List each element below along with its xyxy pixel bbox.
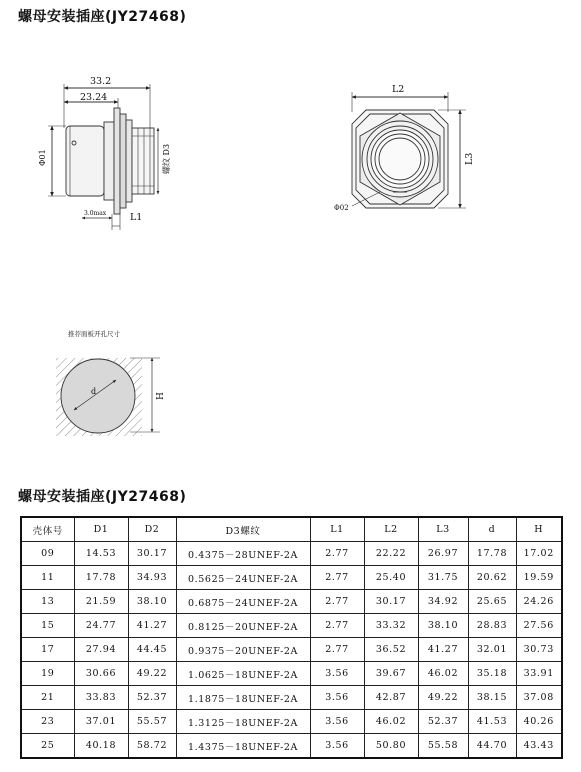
table-cell: 1.0625－18UNEF-2A [176, 662, 310, 686]
table-cell: 3.56 [310, 710, 364, 734]
table-cell: 2.77 [310, 638, 364, 662]
table-cell: 34.93 [128, 566, 176, 590]
panel-cutout-caption: 推荐面板开孔尺寸 [68, 330, 120, 338]
table-row [21, 662, 562, 686]
table-row [21, 734, 562, 759]
table-cell: 42.87 [364, 686, 418, 710]
table-cell: 49.22 [128, 662, 176, 686]
table-row [21, 542, 562, 566]
label-3-0max: 3.0max [84, 210, 107, 217]
table-cell: 17.78 [74, 566, 128, 590]
table-cell: 2.77 [310, 542, 364, 566]
table-cell: 27.94 [74, 638, 128, 662]
table-cell: 21.59 [74, 590, 128, 614]
table-title: 螺母安装插座(JY27468) [18, 489, 187, 505]
table-cell: 41.53 [468, 710, 516, 734]
header-cell: D2 [128, 517, 176, 542]
table-header-row [21, 517, 562, 542]
table-cell: 2.77 [310, 590, 364, 614]
table-body [21, 542, 562, 759]
dim-23-24: 23.24 [80, 92, 108, 103]
table-cell: 34.92 [418, 590, 468, 614]
table-cell: 32.01 [468, 638, 516, 662]
label-h: H [156, 392, 166, 400]
table-row [21, 710, 562, 734]
label-l1: L1 [130, 212, 143, 223]
table-cell: 25 [21, 734, 74, 759]
table-cell: 24.77 [74, 614, 128, 638]
header-cell: H [516, 517, 562, 542]
label-l3: L3 [464, 152, 475, 165]
table-cell: 49.22 [418, 686, 468, 710]
header-cell: L2 [364, 517, 418, 542]
table-cell: 38.10 [128, 590, 176, 614]
table-cell: 50.80 [364, 734, 418, 759]
table-cell: 19.59 [516, 566, 562, 590]
table-cell: 17.02 [516, 542, 562, 566]
table-row [21, 590, 562, 614]
table-cell: 13 [21, 590, 74, 614]
table-cell: 55.57 [128, 710, 176, 734]
table-cell: 09 [21, 542, 74, 566]
table-cell: 40.18 [74, 734, 128, 759]
table-cell: 27.56 [516, 614, 562, 638]
dim-33-2: 33.2 [90, 76, 112, 87]
table-cell: 40.26 [516, 710, 562, 734]
label-d: d [91, 387, 97, 396]
table-cell: 30.73 [516, 638, 562, 662]
table-cell: 1.4375－18UNEF-2A [176, 734, 310, 759]
header-cell: 壳体号 [21, 517, 74, 542]
table-cell: 3.56 [310, 662, 364, 686]
table-cell: 23 [21, 710, 74, 734]
table-cell: 33.83 [74, 686, 128, 710]
table-cell: 39.67 [364, 662, 418, 686]
table-cell: 14.53 [74, 542, 128, 566]
table-row [21, 566, 562, 590]
table-cell: 24.26 [516, 590, 562, 614]
table-cell: 11 [21, 566, 74, 590]
table-cell: 0.8125－20UNEF-2A [176, 614, 310, 638]
table-cell: 30.17 [128, 542, 176, 566]
table-row [21, 614, 562, 638]
table-cell: 0.5625－24UNEF-2A [176, 566, 310, 590]
table-cell: 15 [21, 614, 74, 638]
table-cell: 20.62 [468, 566, 516, 590]
header-cell: L1 [310, 517, 364, 542]
table-cell: 1.1875－18UNEF-2A [176, 686, 310, 710]
table-cell: 1.3125－18UNEF-2A [176, 710, 310, 734]
spec-table [20, 516, 563, 759]
table-cell: 22.22 [364, 542, 418, 566]
table-cell: 33.32 [364, 614, 418, 638]
page-title: 螺母安装插座(JY27468) [18, 9, 187, 25]
side-view [48, 84, 158, 230]
table-cell: 21 [21, 686, 74, 710]
table-cell: 26.97 [418, 542, 468, 566]
table-cell: 41.27 [418, 638, 468, 662]
panel-cutout-view [56, 358, 160, 436]
table-cell: 46.02 [364, 710, 418, 734]
label-d2: Φ02 [334, 204, 349, 212]
table-cell: 37.01 [74, 710, 128, 734]
table-cell: 30.17 [364, 590, 418, 614]
table-cell: 0.4375－28UNEF-2A [176, 542, 310, 566]
table-cell: 3.56 [310, 734, 364, 759]
table-cell: 46.02 [418, 662, 468, 686]
table-cell: 33.91 [516, 662, 562, 686]
table-row [21, 638, 562, 662]
table-cell: 36.52 [364, 638, 418, 662]
table-cell: 44.70 [468, 734, 516, 759]
table-cell: 17 [21, 638, 74, 662]
header-cell: L3 [418, 517, 468, 542]
table-cell: 28.83 [468, 614, 516, 638]
table-cell: 38.10 [418, 614, 468, 638]
table-cell: 31.75 [418, 566, 468, 590]
table-cell: 38.15 [468, 686, 516, 710]
table-cell: 43.43 [516, 734, 562, 759]
table-cell: 35.18 [468, 662, 516, 686]
table-cell: 17.78 [468, 542, 516, 566]
label-d3: 螺纹 D3 [162, 143, 171, 174]
header-cell: D1 [74, 517, 128, 542]
table-cell: 52.37 [418, 710, 468, 734]
table-row [21, 686, 562, 710]
table-cell: 41.27 [128, 614, 176, 638]
table-cell: 19 [21, 662, 74, 686]
table-cell: 25.65 [468, 590, 516, 614]
table-cell: 55.58 [418, 734, 468, 759]
table-cell: 0.9375－20UNEF-2A [176, 638, 310, 662]
table-cell: 37.08 [516, 686, 562, 710]
table-cell: 2.77 [310, 566, 364, 590]
table-cell: 2.77 [310, 614, 364, 638]
table-cell: 25.40 [364, 566, 418, 590]
front-view [352, 92, 466, 208]
header-cell: d [468, 517, 516, 542]
label-d1: Φ01 [38, 149, 47, 166]
table-cell: 3.56 [310, 686, 364, 710]
header-cell: D3螺纹 [176, 517, 310, 542]
table-cell: 0.6875－24UNEF-2A [176, 590, 310, 614]
table-cell: 30.66 [74, 662, 128, 686]
table-cell: 44.45 [128, 638, 176, 662]
label-l2: L2 [392, 84, 405, 95]
table-cell: 58.72 [128, 734, 176, 759]
table-cell: 52.37 [128, 686, 176, 710]
